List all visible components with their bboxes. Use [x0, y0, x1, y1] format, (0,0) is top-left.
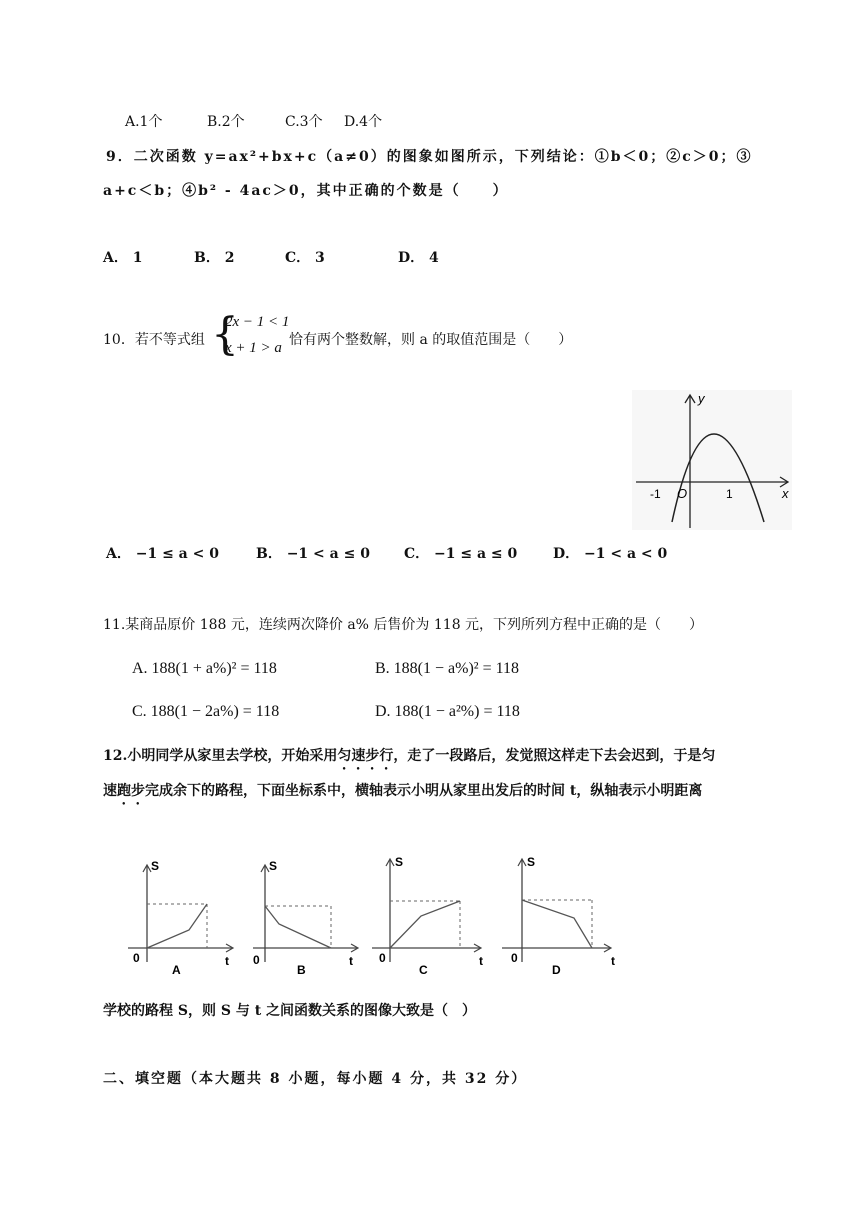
parabola-graph	[632, 390, 792, 530]
q11-option-a: A. 188(1 + a%)² = 118	[132, 660, 277, 677]
q11-option-b: B. 188(1 − a%)² = 118	[375, 660, 520, 677]
graph-d-s-label: S	[527, 855, 536, 869]
graph-b-letter: B	[297, 963, 306, 977]
q10-suffix: 恰有两个整数解，则 a 的取值范围是（ ）	[289, 332, 573, 348]
graph-d-zero-label: 0	[511, 951, 518, 965]
graph-c-t-label: t	[479, 954, 483, 968]
graph-b-zero-label: 0	[253, 953, 260, 967]
graph-a-letter: A	[172, 963, 181, 977]
graph-d-line	[522, 900, 592, 948]
q10-option-b-text: B． −1 < a ≤ 0	[256, 546, 370, 562]
q8-option-d: D.4个	[344, 114, 383, 130]
graph-a-t-label: t	[225, 954, 229, 968]
q12-line1-a: 12.小明同学从家里去学校，开始采用	[103, 748, 338, 764]
graph-d-letter: D	[552, 963, 561, 977]
graph-c-zero-label: 0	[379, 951, 386, 965]
q10-option-a-text: A． −1 ≤ a < 0	[106, 546, 219, 562]
q10-prefix-label: 10．若不等式组	[103, 332, 205, 348]
graph-background	[632, 390, 792, 530]
graph-a	[120, 852, 240, 980]
q11-option-d: D. 188(1 − a²%) = 118	[375, 703, 520, 720]
q11-option-c: C. 188(1 − 2a%) = 118	[132, 703, 280, 720]
q11-stem: 11.某商品原价 188 元，连续两次降价 a% 后售价为 118 元，下列所列方程中正确的是（ ）	[103, 617, 704, 633]
graph-a-zero-label: 0	[133, 951, 140, 965]
q10-option-c	[404, 543, 517, 563]
graph-b-t-label: t	[349, 954, 353, 968]
q12-line3: 学校的路程 S，则 S 与 t 之间函数关系的图像大致是（ ）	[103, 1003, 477, 1019]
q12-line2-emphasis: 跑步	[117, 783, 145, 799]
graph-b-s-label: S	[269, 859, 278, 873]
graph-c-letter: C	[419, 963, 428, 977]
graph-b-line	[265, 906, 331, 948]
q8-option-c: C.3个	[285, 114, 323, 130]
graph-b	[245, 852, 365, 980]
y-axis-label: y	[698, 391, 705, 406]
graph-a-line	[147, 904, 207, 948]
graph-d	[500, 852, 625, 980]
q10-inequality-1: 2x − 1 < 1	[225, 314, 290, 330]
x-axis-label: x	[782, 486, 789, 501]
graph-a-s-label: S	[151, 859, 160, 873]
q9-option-a: A． 1	[103, 250, 143, 266]
q9-option-d: D． 4	[398, 250, 439, 266]
graph-c	[368, 852, 488, 980]
q10-option-c-text: C． −1 ≤ a ≤ 0	[404, 546, 518, 562]
tick-neg1-label: -1	[650, 487, 661, 501]
q12-line1	[103, 745, 715, 773]
system-brace: {	[211, 309, 239, 360]
q12-line2	[103, 780, 702, 808]
tick-1-label: 1	[726, 487, 733, 501]
q9-stem-line2: a+c＜b；④b² - 4ac＞0，其中正确的个数是（ ）	[103, 183, 509, 199]
q8-option-a: A.1个	[125, 114, 163, 130]
q12-line2-a: 速	[103, 783, 117, 799]
q9-stem-line1: 9．二次函数 y=ax²+bx+c（a≠0）的图象如图所示，下列结论：①b＜0；②c＞0；③	[106, 149, 753, 165]
q10-option-b	[256, 543, 370, 563]
q9-option-b: B． 2	[194, 250, 235, 266]
q10-option-a	[106, 543, 219, 563]
q10-option-d	[553, 543, 667, 563]
origin-label: O	[677, 486, 688, 501]
graph-d-t-label: t	[611, 954, 615, 968]
graph-c-s-label: S	[395, 855, 404, 869]
q12-line1-b: ，走了一段路后，发觉照这样走下去会迟到，于是匀	[393, 748, 716, 764]
q9-option-c: C． 3	[285, 250, 325, 266]
section-heading: 二、填空题（本大题共 8 小题，每小题 4 分，共 32 分）	[103, 1071, 528, 1087]
q12-line2-b: 完成余下的路程，下面坐标系中，横轴表示小明从家里出发后的时间 t，纵轴表示小明距离	[145, 783, 703, 799]
q10-option-d-text: D． −1 < a < 0	[553, 546, 668, 562]
q10-inequality-2: x + 1 > a	[225, 340, 282, 356]
graph-c-line	[390, 901, 460, 948]
q12-line1-emphasis: 匀速步行	[337, 748, 394, 764]
q8-option-b: B.2个	[207, 114, 245, 130]
